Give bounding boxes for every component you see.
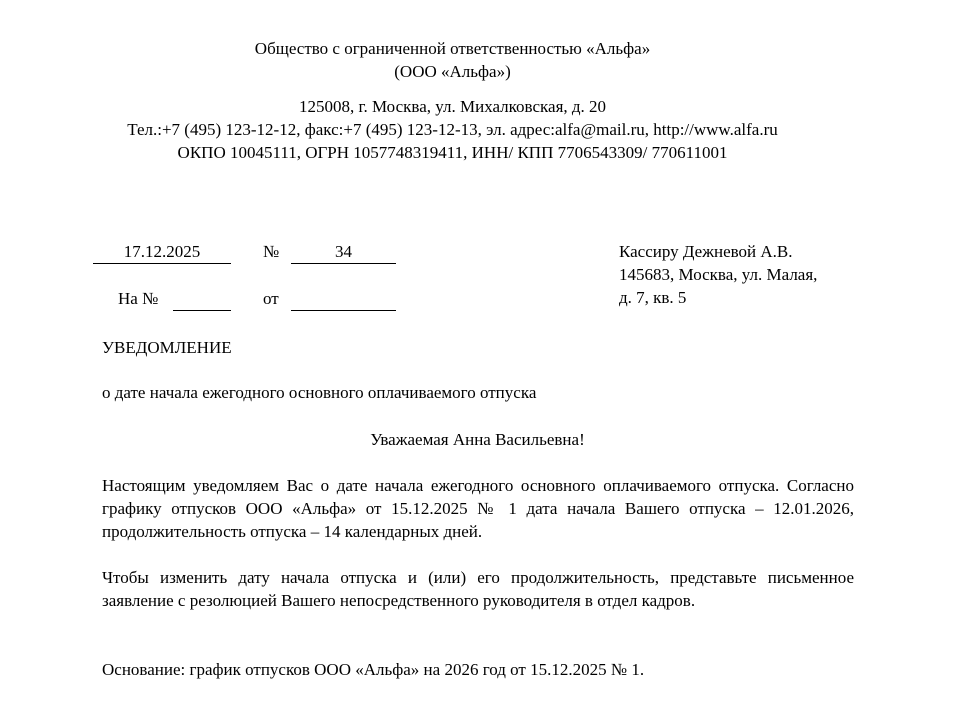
from-date — [291, 287, 396, 311]
document-type: УВЕДОМЛЕНИЕ — [102, 338, 232, 357]
addressee-position: Кассиру Дежневой А.В. — [619, 242, 793, 261]
org-registry: ОКПО 10045111, ОГРН 1057748319411, ИНН/ КПП 7706543309/ 770611001 — [177, 143, 728, 162]
addressee-block — [619, 240, 869, 309]
org-short-name: (ООО «Альфа») — [394, 62, 511, 81]
letter-number: 34 — [291, 240, 396, 264]
document-subject: о дате начала ежегодного основного оплачиваемого отпуска — [102, 383, 537, 402]
reply-label: На № — [118, 289, 159, 308]
basis-line: Основание: график отпусков ООО «Альфа» на 2026 год от 15.12.2025 № 1. — [102, 660, 645, 679]
org-name: Общество с ограниченной ответственностью «Альфа» — [254, 39, 651, 58]
paragraph-change-instructions: Чтобы изменить дату начала отпуска и (или) его продолжительность, представьте письменное заявление с резолюцией Вашего непосредственного руководителя в отдел кадров. — [102, 568, 854, 610]
greeting: Уважаемая Анна Васильевна! — [370, 430, 585, 449]
reply-number — [173, 287, 231, 311]
org-address: 125008, г. Москва, ул. Михалковская, д. 20 — [298, 97, 607, 116]
addressee-address-line1: 145683, Москва, ул. Малая, — [619, 265, 818, 284]
from-label: от — [263, 289, 279, 308]
number-label: № — [263, 242, 280, 261]
paragraph-notice: Настоящим уведомляем Вас о дате начала ежегодного основного оплачиваемого отпуска. Согласно графику отпусков ООО «Альфа» от 15.12.2025 № 1 дата начала Вашего отпуска – 12.01.2026, продолжительность отпуска – 14 календарных дней. — [102, 476, 854, 541]
addressee-address-line2: д. 7, кв. 5 — [619, 288, 687, 307]
letter-date: 17.12.2025 — [93, 240, 231, 264]
org-contacts: Тел.:+7 (495) 123-12-12, факс:+7 (495) 123-12-13, эл. адрес:alfa@mail.ru, http://www.alfa.ru — [127, 120, 778, 139]
